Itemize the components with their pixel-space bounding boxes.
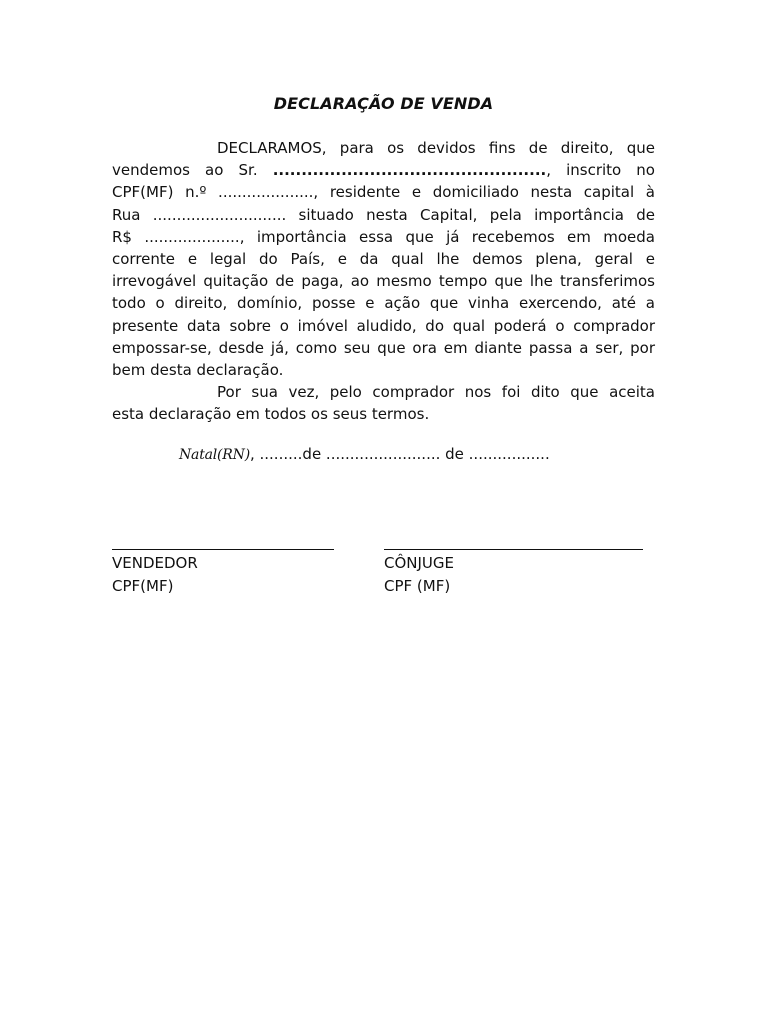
place-date-line xyxy=(179,443,550,466)
paragraph1-line-9: presente data sobre o imóvel aludido, do qual poderá o comprador xyxy=(112,316,655,335)
date-blanks: , .........de ........................ de ................. xyxy=(249,445,550,463)
city-name: Natal(RN) xyxy=(179,447,250,463)
spouse-cpf-label: CPF (MF) xyxy=(384,577,451,595)
vendor-label: VENDEDOR xyxy=(112,554,198,572)
paragraph1-line-8: todo o direito, domínio, posse e ação que vinha exercendo, até a xyxy=(112,294,655,313)
paragraph1-line-7: irrevogável quitação de paga, ao mesmo tempo que lhe transferimos xyxy=(112,272,655,291)
vendor-cpf-label: CPF(MF) xyxy=(112,577,174,595)
paragraph1-line-2: vendemos ao Sr. ................................................, inscrito no xyxy=(112,161,655,180)
paragraph1-line-1: DECLARAMOS, para os devidos fins de direito, que xyxy=(217,139,655,157)
document-title: DECLARAÇÃO DE VENDA xyxy=(273,94,494,113)
vendor-signature-line xyxy=(112,549,334,550)
buyer-name-blank: ................................................ xyxy=(272,161,547,180)
paragraph1-line-10: empossar-se, desde já, como seu que ora em diante passa a ser, por xyxy=(112,338,655,357)
declaration-body xyxy=(112,137,655,426)
document-page xyxy=(112,0,655,1024)
spouse-label: CÔNJUGE xyxy=(384,554,455,572)
paragraph1-line-4: Rua ............................ situado nesta Capital, pela importância de xyxy=(112,205,655,224)
paragraph1-line-11: bem desta declaração. xyxy=(112,361,284,380)
spouse-signature-line xyxy=(384,549,643,550)
paragraph1-line-5: R$ ...................., importância essa que já recebemos em moeda xyxy=(112,227,655,246)
paragraph2-line-1: Por sua vez, pelo comprador nos foi dito que aceita xyxy=(217,383,655,402)
paragraph2-line-2: esta declaração em todos os seus termos. xyxy=(112,405,430,424)
paragraph1-line-3: CPF(MF) n.º ...................., residente e domiciliado nesta capital à xyxy=(112,183,655,202)
paragraph1-line-6: corrente e legal do País, e da qual lhe demos plena, geral e xyxy=(112,250,655,269)
